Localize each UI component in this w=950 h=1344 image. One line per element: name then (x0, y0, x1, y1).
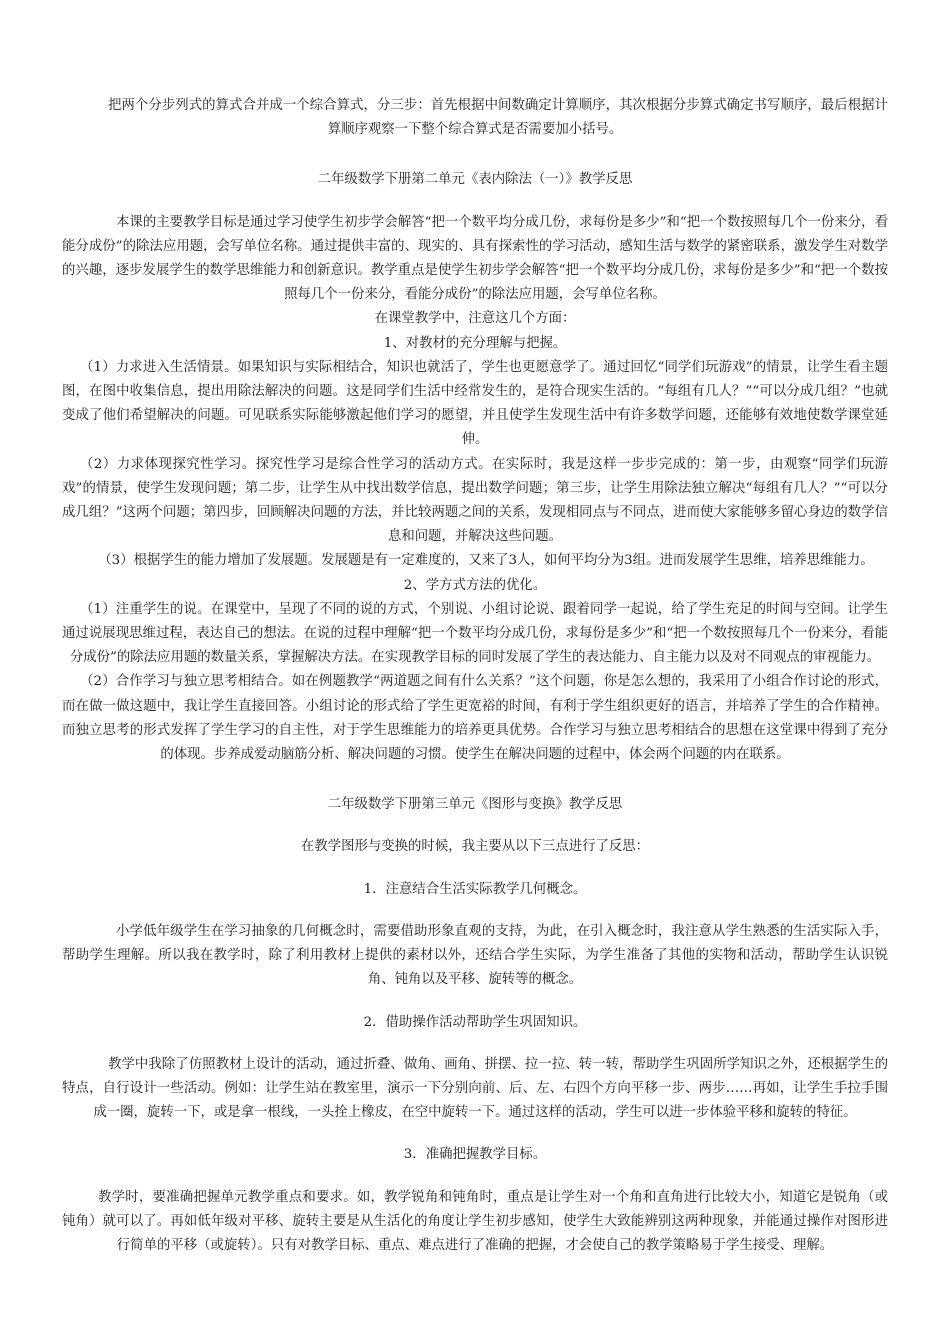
unit3-heading-2: 2．借助操作活动帮助学生巩固知识。 (363, 1014, 587, 1030)
unit2-aspects-lead: 在课堂教学中，注意这几个方面： (374, 311, 576, 327)
unit2-heading-2: 2、学方式方法的优化。 (403, 577, 547, 593)
unit2-paragraph-life: （1）力求进入生活情景。如果知识与实际相结合，知识也就活了，学生也更愿意学了。通过回忆“同学们玩游戏”的情景，让学生看主题图，在图中收集信息，提出用除法解决的问题。这是同学们生活中经常发生的，是符合现实生活的。“每组有几人？”“可以分成几组？”也就变成了他们希望解决的问题。可见联系实际能够激起他们学习的愿望，并且使学生发现生活中有许多数学问题，还能够有效地使数学课堂延伸。 (62, 359, 888, 448)
unit2-heading-1: 1、对教材的充分理解与把握。 (383, 335, 567, 351)
unit2-paragraph-speaking: （1）注重学生的说。在课堂中，呈现了不同的说的方式，个别说、小组讨论说、跟着同学一起说，给了学生充足的时间与空间。让学生通过说展现思维过程，表达自己的想法。在说的过程中理解“把一个数平均分成几份，求每份是多少”和“把一个数按照每几个一份来分，看能分成份”的除法应用题的数量关系，掌握解决方法。在实现教学目标的同时发展了学生的表达能力、自主能力以及对不同观点的审视能力。 (62, 601, 888, 666)
unit2-paragraph-inquiry: （2）力求体现探究性学习。探究性学习是综合性学习的活动方式。在实际时，我是这样一步步完成的：第一步，由观察“同学们玩游戏”的情景，使学生发现问题；第二步，让学生从中找出数学信息，提出数学问题；第三步，让学生用除法独立解决“每组有几人？”“可以分成几组？”这两个问题；第四步，回顾解决问题的方法，并比较两题之间的关系，发现相同点与不同点，进而使大家能够多留心身边的数学信息和问题，并解决这些问题。 (62, 456, 888, 545)
unit2-paragraph-extension: （3）根据学生的能力增加了发展题。发展题是有一定难度的，又来了3人，如何平均分为3组。进而发展学生思维，培养思维能力。 (98, 553, 874, 569)
unit3-lead: 在教学图形与变换的时候，我主要从以下三点进行了反思： (300, 839, 650, 855)
unit3-heading-1: 1．注意结合生活实际教学几何概念。 (363, 881, 587, 897)
unit3-paragraph-objectives: 教学时，要准确把握单元教学重点和要求。如，教学锐角和钝角时，重点是让学生对一个角和直角进行比较大小，知道它是锐角（或钝角）就可以了。再如低年级对平移、旋转主要是从生活化的角度让学生初步感知，使学生大致能辨别这两种现象，并能通过操作对图形进行简单的平移（或旋转）。只有对教学目标、重点、难点进行了准确的把握，才会使自己的教学策略易于学生接受、理解。 (62, 1189, 888, 1253)
unit2-paragraph-goals: 本课的主要教学目标是通过学习使学生初步学会解答“把一个数平均分成几份，求每份是多少”和“把一个数按照每几个一份来分，看能分成份”的除法应用题，会写单位名称。通过提供丰富的、现实的、具有探索性的学习活动，感知生活与数学的紧密联系，激发学生对数学的兴趣，逐步发展学生的数学思维能力和创新意识。教学重点是使学生初步学会解答“把一个数平均分成几份，求每份是多少”和“把一个数按照每几个一份来分，看能分成份”的除法应用题，会写单位名称。 (62, 214, 888, 303)
intro-paragraph: 把两个分步列式的算式合并成一个综合算式，分三步：首先根据中间数确定计算顺序，其次根据分步算式确定书写顺序，最后根据计算顺序观察一下整个综合算式是否需要加小括号。 (108, 98, 888, 138)
unit3-title: 二年级数学下册第三单元《图形与变换》教学反思 (327, 797, 623, 813)
unit2-paragraph-cooperation: （2）合作学习与独立思考相结合。如在例题教学“两道题之间有什么关系？”这个问题，你是怎么想的，我采用了小组合作讨论的形式，而在做一做这题中，我让学生直接回答。小组讨论的形式给了学生更宽裕的时间，有利于学生组织更好的语言，并培养了学生的合作精神。而独立思考的形式发挥了学生学习的自主性，对于学生思维能力的培养更具优势。合作学习与独立思考相结合的思想在这堂课中得到了充分的体现。步养成爱动脑筋分析、解决问题的习惯。使学生在解决问题的过程中，体会两个问题的内在联系。 (62, 674, 888, 763)
unit3-heading-3: 3．准确把握教学目标。 (403, 1147, 547, 1163)
unit3-paragraph-concepts: 小学低年级学生在学习抽象的几何概念时，需要借助形象直观的支持，为此，在引入概念时，我注意从学生熟悉的生活实际入手，帮助学生理解。所以我在教学时，除了利用教材上提供的素材以外，还结合学生实际，为学生准备了其他的实物和活动，帮助学生认识锐角、钝角以及平移、旋转等的概念。 (62, 923, 888, 988)
document-page (62, 94, 888, 1258)
unit3-paragraph-activities: 教学中我除了仿照教材上设计的活动，通过折叠、做角、画角、拼摆、拉一拉、转一转，帮助学生巩固所学知识之外，还根据学生的特点，自行设计一些活动。例如：让学生站在教室里，演示一下分别向前、后、左、右四个方向平移一步、两步……再如，让学生手拉手围成一圈，旋转一下，或是拿一根线，一头拴上橡皮，在空中旋转一下。通过这样的活动，学生可以进一步体验平移和旋转的特征。 (62, 1056, 888, 1121)
unit2-title: 二年级数学下册第二单元《表内除法（一）》教学反思 (317, 172, 633, 188)
